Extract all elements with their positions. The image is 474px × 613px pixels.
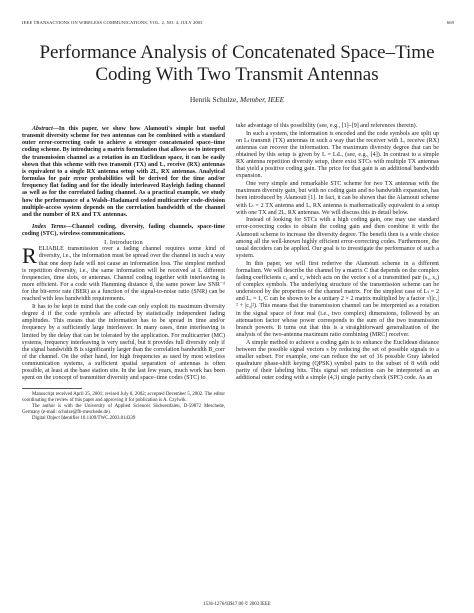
title-line-2: Coding With Two Transmit Antennas bbox=[95, 64, 379, 85]
page-number: 669 bbox=[446, 20, 454, 25]
right-paragraph-5: In this paper, we will first rederive the Alamouti scheme in a different formalism. We will describe the channel by a matrix C that depends on the complex fading coefficients c₁ and c₂ which acts on the vector s of a transmitted pair (s₁, s₂) of complex symbols. The underlying structure of the transmission scheme can be understood by the properties of the channel matrix. For the simplest case of Lₜ = 2 and Lᵣ = 1, C can be shown to be a unitary 2 × 2 matrix multiplied by a factor √(|c₁|² + |c₂|²). This means that the transmission channel can be interpreted as a rotation in the signal space of four real (i.e., two complex) dimensions, followed by an attenuation factor whose power corresponds to the sum of the two transmission branch powers. It turns out that this is a straightforward generalization of the analysis of the two-antenna maximum ratio combining (MRC) receiver. bbox=[236, 260, 439, 339]
abstract-text: In this paper, we show how Alamouti's simple but useful transmit diversity scheme for two antennas can be combined with a standard outer error-correcting code to achieve a stronger concatenated space–time coding scheme. By introducing a matrix formulation that allows us to interpret the transmission channel as a rotation in an Euclidean space, it can be easily shown that this scheme with two transmit (TX) and Lᵣ receive (RX) antennas is equivalent to a single RX antenna setup with 2Lᵣ RX antennas. Analytical formulas for pair error probabilities will be derived for the time and/or frequency flat fading and for the ideally interleaved Rayleigh fading channel as well as for the correlated fading channel. As a practical example, we study how the performance of a Walsh–Hadamard coded multicarrier code-division multiple-access system depends on the correlation bandwidth of the channel and the number of RX and TX antennas. bbox=[22, 126, 226, 218]
intro-paragraph-2: It has to be kept in mind that the code can only exploit its maximum diversity degree d if the code symbols are affected by statistically independent fading amplitudes. This means that the information has to be spread in time and/or frequency by a sufficiently large interleaver. In many cases, time interleaving is limited by the delay that can be tolerated by the application. For multicarrier (MC) systems, frequency interleaving is very useful, but it provides full diversity only if the signal bandwidth B is significantly larger than the correlation bandwidth B_corr of the channel. On the other hand, for high frequencies as used by most wireless communication systems, a sufficient spatial separation of antennas is often possible, at least at the base station site. In the last few years, much work has been spent on the concept of transmitter diversity and space–time codes (STC) to bbox=[22, 303, 225, 382]
right-column bbox=[236, 123, 439, 383]
footnote-doi: Digital Object Identifier 10.1109/TWC.2003.814339 bbox=[32, 416, 136, 422]
footnote-divider bbox=[22, 388, 82, 389]
journal-info: IEEE TRANSACTIONS ON WIRELESS COMMUNICATIONS, VOL. 2, NO. 4, JULY 2003 bbox=[22, 20, 203, 25]
right-paragraph-4: Instead of looking for STCs with a high coding gain, one may use standard error-correcting codes to obtain the coding gain and then combine it with the Alamouti scheme to increase the diversity degree. The benefit then is a wide choice among all the well-known highly efficient error-correcting codes. Furthermore, the usual decoders can be applied. Our goal is to investigate the performance of such a system. bbox=[236, 217, 439, 259]
index-terms-lead: Index Terms— bbox=[32, 224, 72, 231]
footnote-manuscript: Manuscript received April 25, 2001; revised July 8, 2002; accepted December 5, 2002. The editor coordinating the review of this paper and approving it for publication is A. Czylwik. bbox=[22, 391, 225, 403]
section-heading: I. Introduction bbox=[104, 238, 143, 246]
author-name: Henrik Schulze, bbox=[189, 95, 239, 104]
abstract-lead: Abstract— bbox=[32, 126, 59, 132]
copyright-footer: 1536-1276/03$17.00 © 2003 IEEE bbox=[203, 602, 271, 607]
left-column bbox=[22, 126, 225, 422]
right-paragraph-3: One very simple and remarkable STC scheme for two TX antennas with the maximum diversity gain, but with no coding gain and no bandwidth expansion, has been introduced by Alamouti [1]. In fact, it can be shown that the Alamouti scheme with Lₜ = 2 TX antenna and Lᵣ RX antenna is mathematically equivalent to a setup with one TX and 2Lᵣ RX antennas. We will discuss this in detail below. bbox=[236, 181, 439, 216]
drop-cap: R bbox=[22, 243, 37, 269]
author-role: Member, IEEE bbox=[240, 95, 285, 104]
footnote-author: The author is with the University of Applied Sciences Südwestfalen, D-59872 Meschede, Germany (e-mail: schulze@fh-meschede.de). bbox=[22, 403, 225, 415]
intro-paragraph-1-text: ELIABLE transmission over a fading channel requires some kind of diversity, i.e., the information must be spread over the channel in such a way that one deep fade will not cause an information loss. The simplest method is repetition diversity, i.e., the same information will be received at L different frequencies, time slots, or antennas. Channel coding together with interleaving is more efficient. For a code with Hamming distance d, the same power law SNR⁻ᵈ for the bit-error rate (BER) as a function of the signal-to-noise ratio (SNR) can be reached with less bandwidth requirements. bbox=[22, 246, 225, 303]
paper-title bbox=[20, 42, 454, 86]
author-line bbox=[20, 95, 454, 104]
index-terms bbox=[22, 224, 225, 238]
index-terms-text: Channel coding, diversity, fading channels, space-time coding (STC), wireless communications. bbox=[22, 224, 225, 238]
intro-paragraph-1 bbox=[22, 243, 225, 303]
right-paragraph-6: A simple method to achieve a coding gain is to enhance the Euclidean distance between the possible signal vectors s by reducing the set of possible signals to a smaller subset. For example, one can reduce the set of 16 possible Gray labeled quadrature phase-shift keying (QPSK) symbol pairs to the subset of 8 with odd parity of their labeling bits. This signal set reduction can be interpreted as an additional outer coding with a simple (4,3) single parity check (SPC) code. As an bbox=[236, 339, 439, 382]
right-paragraph-2: In such a system, the information is encoded and the code symbols are split up on Lₜ transmit (TX) antennas in such a way that the receiver with Lᵣ receive (RX) antennas can recover the information. The maximum diversity degree that can be obtained by this setup is given by L = LₜLᵣ (see, e.g., [4]). In contrast to a simple RX antenna repetition diversity setup, there exist STCs with multiple TX antennas that yield a positive coding gain. The price for that gain is an additional bandwidth expansion. bbox=[236, 130, 439, 180]
running-header bbox=[22, 20, 454, 30]
title-line-1: Performance Analysis of Concatenated Space–Time bbox=[39, 42, 435, 63]
right-paragraph-1: take advantage of this possibility (see, e.g., [1]–[9] and references therein). bbox=[236, 123, 418, 129]
abstract bbox=[22, 126, 225, 219]
